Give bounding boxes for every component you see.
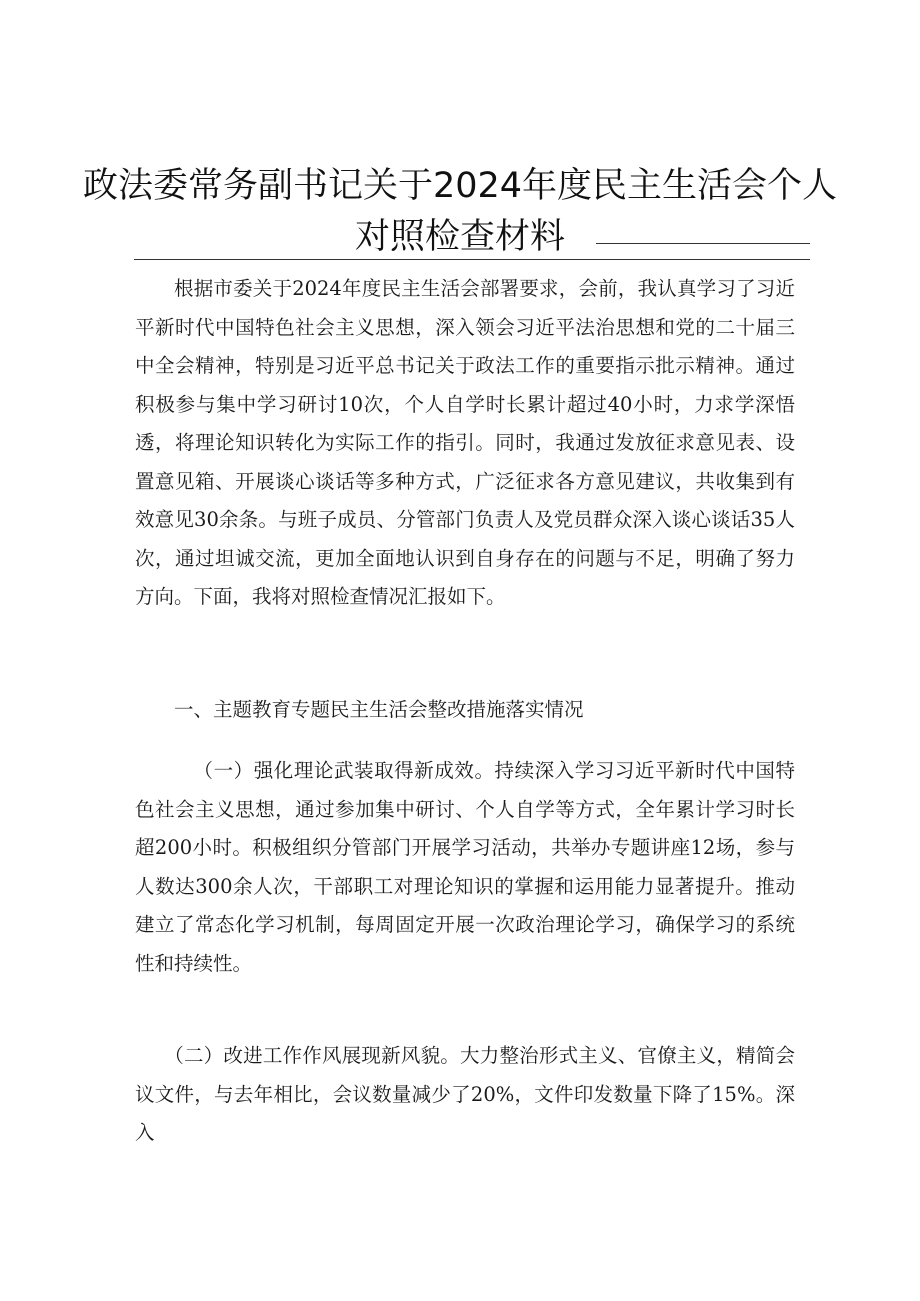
document-title-line-1: 政法委常务副书记关于2024年度民主生活会个人 <box>82 166 838 206</box>
title-underline <box>596 243 810 244</box>
title-divider <box>134 259 810 260</box>
intro-paragraph: 根据市委关于2024年度民主生活会部署要求，会前，我认真学习了习近平新时代中国特色社会主义思想，深入领会习近平法治思想和党的二十届三中全会精神，特别是习近平总书记关于政法工作的重要指示批示精神。通过积极参与集中学习研讨10次，个人自学时长累计超过40小时，力求学深悟透，将理论知识转化为实际工作的指引。同时，我通过发放征求意见表、设置意见箱、开展谈心谈话等多种方式，广泛征求各方意见建议，共收集到有效意见30余条。与班子成员、分管部门负责人及党员群众深入谈心谈话35人次，通过坦诚交流，更加全面地认识到自身存在的问题与不足，明确了努力方向。下面，我将对照检查情况汇报如下。 <box>135 277 795 608</box>
document-title-line-2: 对照检查材料 <box>354 217 565 257</box>
paragraph-theory: （一）强化理论武装取得新成效。持续深入学习习近平新时代中国特色社会主义思想，通过参加集中研讨、个人自学等方式，全年累计学习时长超200小时。积极组织分管部门开展学习活动，共举办专题讲座12场，参与人数达300余人次，干部职工对理论知识的掌握和运用能力显著提升。推动建立了常态化学习机制，每周固定开展一次政治理论学习，确保学习的系统性和持续性。 <box>135 759 795 975</box>
paragraph-workstyle: （二）改进工作作风展现新风貌。大力整治形式主义、官僚主义，精简会议文件，与去年相比，会议数量减少了20%，文件印发数量下降了15%。深入 <box>135 1044 795 1144</box>
section-heading: 一、主题教育专题民主生活会整改措施落实情况 <box>174 698 584 721</box>
